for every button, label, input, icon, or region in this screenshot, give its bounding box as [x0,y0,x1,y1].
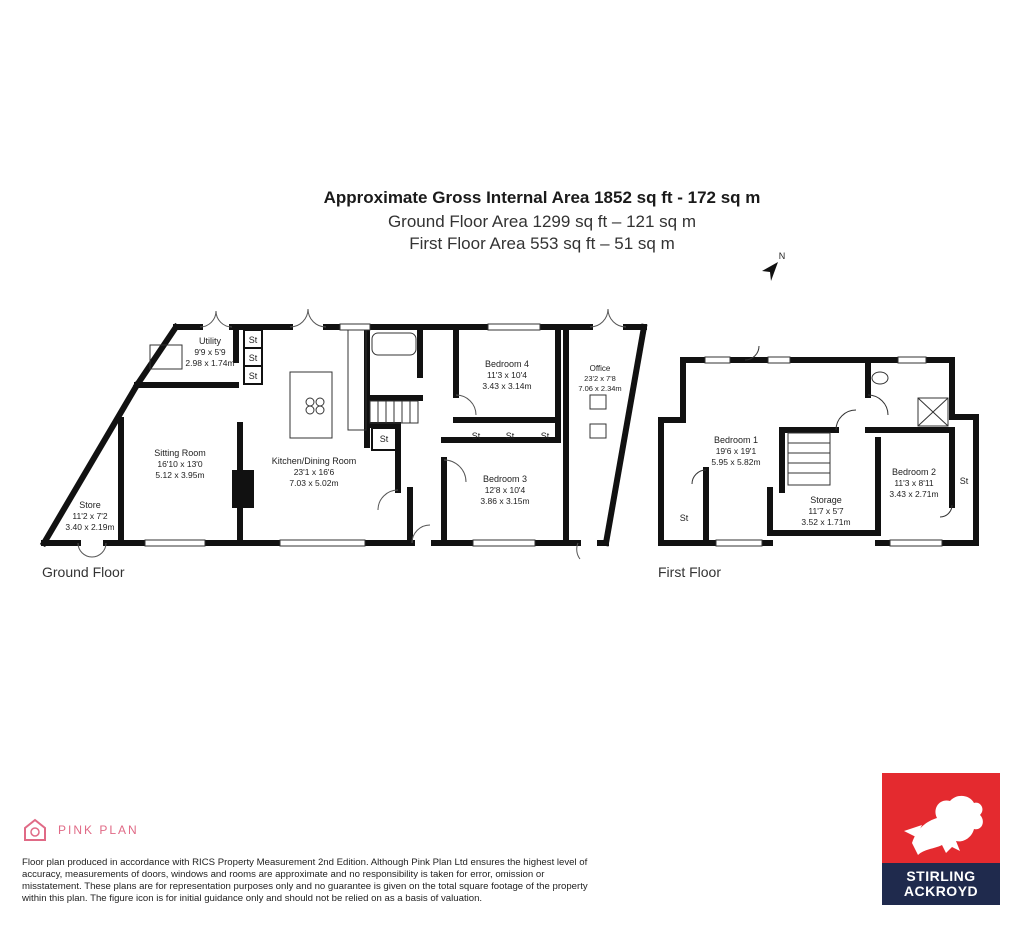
st-label: St [379,434,389,444]
svg-text:Kitchen/Dining Room: Kitchen/Dining Room [271,456,357,466]
svg-text:11'3 x 10'4: 11'3 x 10'4 [487,370,527,380]
svg-text:12'8 x 10'4: 12'8 x 10'4 [484,485,526,495]
pink-plan-text: PINK PLAN [58,823,139,837]
room-utility [185,336,234,368]
svg-text:11'2 x 7'2: 11'2 x 7'2 [72,511,108,521]
room-office [578,364,621,393]
svg-text:3.86 x 3.15m: 3.86 x 3.15m [480,496,530,506]
room-kitchen [272,456,357,488]
svg-text:5.95 x 5.82m: 5.95 x 5.82m [711,457,761,467]
gross-area-title: Approximate Gross Internal Area 1852 sq ft - 172 sq m [323,188,761,207]
room-sitting [154,448,206,480]
st-label: St [505,431,515,441]
house-icon [22,818,48,842]
svg-text:3.40 x 2.19m: 3.40 x 2.19m [65,522,115,532]
room-store [65,500,114,532]
svg-text:7.06 x 2.34m: 7.06 x 2.34m [578,384,622,393]
st-label: St [248,335,258,345]
svg-text:Bedroom 1: Bedroom 1 [713,435,759,445]
svg-text:9'9 x 5'9: 9'9 x 5'9 [194,347,226,357]
svg-text:Bedroom 4: Bedroom 4 [484,359,530,369]
room-bedroom2 [889,467,938,499]
room-bedroom4 [482,359,531,391]
disclaimer-text: Floor plan produced in accordance with RICS Property Measurement 2nd Edition. Although Pink Plan Ltd ensures the highest level of accuracy, measurements of doors, windows and rooms are approximate and no responsibility is taken for error, omission or misstatement. These plans are for representation purposes only and no guarantee is given on the total square footage of the property within this plan. The figure icon is for initial guidance only and should not be relied on as a basis of valuation. [22,857,588,904]
compass-label: N [778,251,786,261]
svg-text:5.12 x 3.95m: 5.12 x 3.95m [155,470,205,480]
fireplace-icon [232,470,254,508]
ground-floor-area: Ground Floor Area 1299 sq ft – 121 sq m [387,212,697,231]
brand-line-2: ACKROYD [903,883,979,899]
st-label: St [471,431,481,441]
svg-text:11'7 x 5'7: 11'7 x 5'7 [808,506,844,516]
svg-text:3.43 x 2.71m: 3.43 x 2.71m [889,489,939,499]
svg-text:Bedroom 2: Bedroom 2 [891,467,937,477]
svg-text:3.43 x 3.14m: 3.43 x 3.14m [482,381,532,391]
first-floor-label: First Floor [658,564,721,580]
stirling-ackroyd-logo [882,773,1000,905]
svg-text:Sitting Room: Sitting Room [154,448,206,458]
room-bedroom1 [711,435,760,467]
room-bedroom3 [480,474,529,506]
svg-text:23'1 x 16'6: 23'1 x 16'6 [293,467,335,477]
svg-text:23'2 x 7'8: 23'2 x 7'8 [584,374,616,383]
svg-text:3.52 x 1.71m: 3.52 x 1.71m [801,517,851,527]
st-label: St [248,371,258,381]
svg-text:7.03 x 5.02m: 7.03 x 5.02m [289,478,339,488]
svg-text:Storage: Storage [810,495,842,505]
svg-text:Store: Store [79,500,101,510]
st-label: St [959,476,969,486]
st-label: St [248,353,258,363]
kitchen-store-cupboards [244,330,396,450]
compass-north-icon [762,251,785,281]
brand-line-1: STIRLING [906,868,976,884]
svg-text:2.98 x 1.74m: 2.98 x 1.74m [185,358,235,368]
ground-floor-label: Ground Floor [42,564,125,580]
svg-text:16'10 x 13'0: 16'10 x 13'0 [157,459,203,469]
ground-stairs [370,401,418,423]
ground-floor-walls [44,327,644,543]
first-floor-area: First Floor Area 553 sq ft – 51 sq m [409,234,675,253]
svg-text:Utility: Utility [199,336,221,346]
svg-text:11'3 x 8'11: 11'3 x 8'11 [894,478,934,488]
svg-text:Office: Office [589,364,611,373]
st-label: St [679,513,689,523]
griffin-icon [882,773,1000,863]
st-label: St [540,431,550,441]
svg-text:19'6 x 19'1: 19'6 x 19'1 [715,446,757,456]
pink-plan-logo [22,818,139,842]
svg-text:Bedroom 3: Bedroom 3 [482,474,528,484]
room-storage [801,495,850,527]
